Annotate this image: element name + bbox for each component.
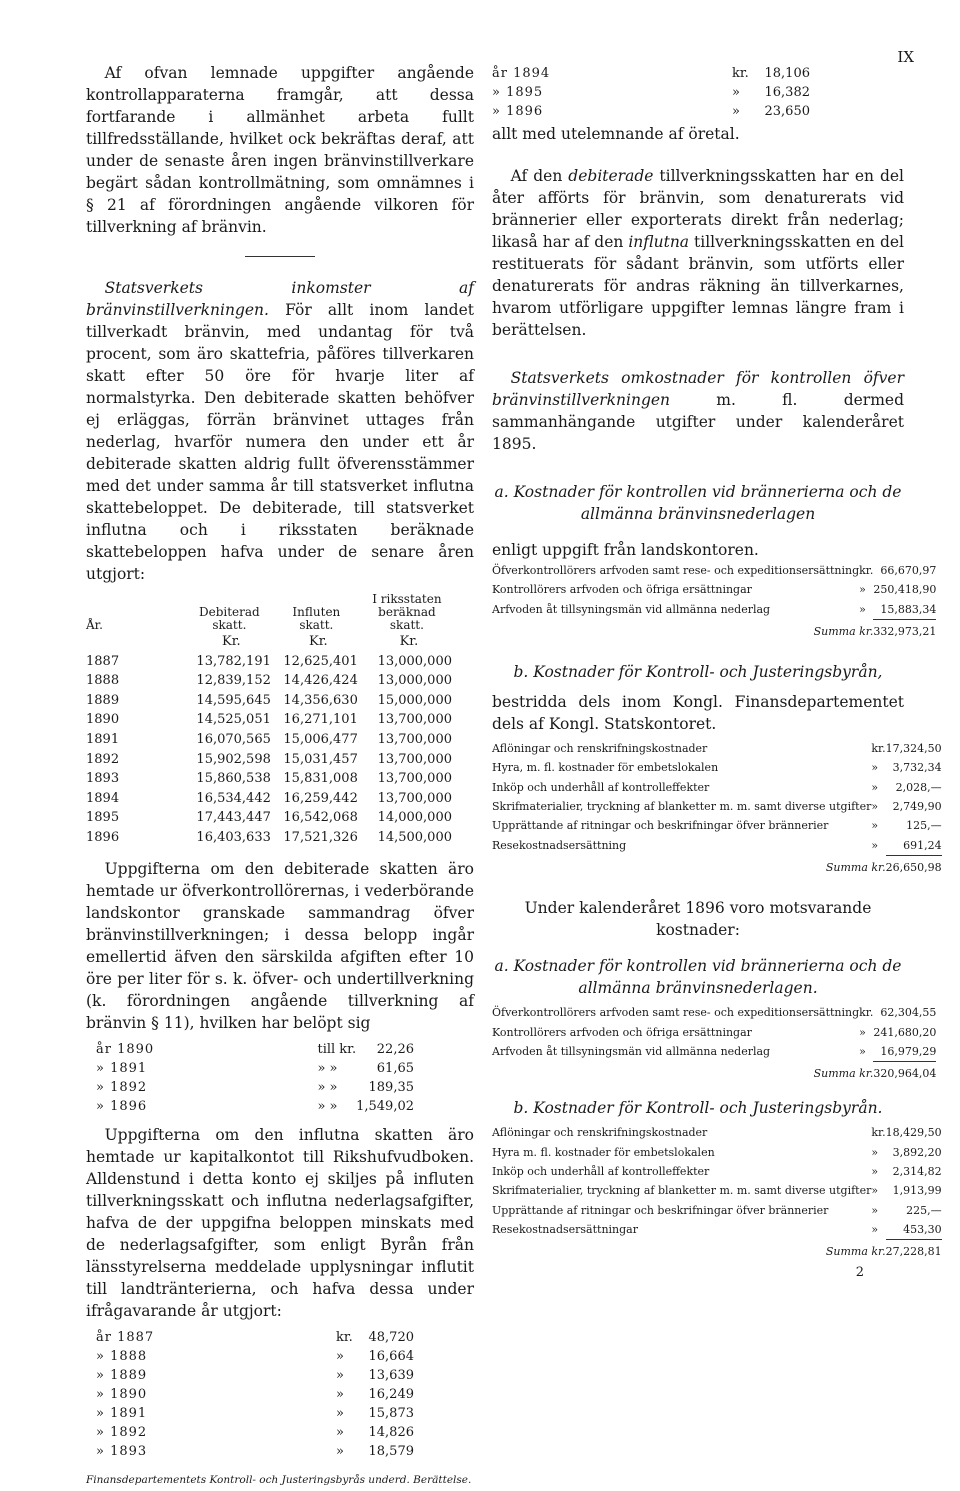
revenue-row bbox=[86, 652, 456, 672]
cost-value: 66,670,97 bbox=[880, 564, 937, 577]
cost-label: Öfverkontrollörers arfvoden samt rese- och expeditionsersättning bbox=[492, 564, 860, 577]
revenue-influten: 16,271,101 bbox=[283, 712, 358, 728]
cost-sum-value: 26,650,98 bbox=[885, 860, 942, 874]
amount-row bbox=[96, 1078, 414, 1097]
cost-value: 16,979,29 bbox=[873, 1042, 936, 1062]
cost-row bbox=[492, 1220, 942, 1240]
cost-currency: » bbox=[871, 1223, 879, 1237]
revenue-riksstaten: 14,500,000 bbox=[377, 829, 452, 845]
cost-value: 125,— bbox=[906, 819, 942, 833]
cost-label: Aflöningar och renskrifningskostnader bbox=[492, 742, 708, 756]
revenue-table-units bbox=[86, 632, 456, 652]
cost-row bbox=[492, 836, 942, 856]
amount-row bbox=[96, 1404, 414, 1423]
cost-currency: kr. bbox=[871, 742, 886, 756]
cost-row bbox=[492, 1123, 942, 1142]
cost-label: Inköp och underhåll af kontrolleffekter bbox=[492, 780, 710, 794]
unit-label: Kr. bbox=[222, 634, 241, 649]
amount-row bbox=[96, 1328, 414, 1347]
revenue-row bbox=[86, 730, 456, 750]
cost-sum-label bbox=[492, 1062, 873, 1084]
cost-currency: » bbox=[871, 761, 879, 775]
paragraph-restitution bbox=[492, 165, 904, 341]
text-fragment: Af den bbox=[510, 167, 569, 185]
amount-value: 15,873 bbox=[368, 1405, 414, 1421]
cost-value: 3,892,20 bbox=[892, 1145, 942, 1159]
revenue-year: 1892 bbox=[86, 751, 120, 767]
paragraph-state-revenue bbox=[86, 277, 474, 585]
cost-label: Öfverkontrollörers arfvoden samt rese- och expeditionsersättning bbox=[492, 1006, 860, 1020]
cost-sum-label bbox=[492, 619, 873, 641]
amount-currency: » bbox=[732, 104, 740, 119]
cost-row bbox=[492, 1162, 942, 1181]
revenue-debiterad: 15,902,598 bbox=[196, 751, 271, 767]
text-emphasis: influtna bbox=[628, 233, 690, 251]
cost-sum-value: 320,964,04 bbox=[873, 1067, 937, 1081]
revenue-debiterad: 17,443,447 bbox=[196, 810, 271, 826]
cost-row bbox=[492, 1003, 936, 1022]
revenue-riksstaten: 15,000,000 bbox=[377, 692, 452, 708]
amount-row bbox=[96, 1423, 414, 1442]
amount-row bbox=[96, 1097, 414, 1116]
cost-label: Arfvoden åt tillsyningsmän vid allmänna nederlag bbox=[492, 602, 771, 616]
cost-row bbox=[492, 580, 936, 599]
amount-value: 23,650 bbox=[764, 104, 810, 119]
revenue-influten: 15,031,457 bbox=[283, 751, 358, 767]
paragraph-collected-source: Uppgifterna om den influtna skatten äro hemtade ur kapitalkontot till Rikshufvudboken. Alldenstund i detta konto ej skiljes på influten tillverkningsskatt och influtna nederlagsafgifter, hafva de der uppgifna beloppen minskats med de nederlagsafgifter, som enligt Byrån från länsstyrelserna meddelade upplysningar influtit till landtränterierna, och hafva dessa under ifrågavarande år utgjort: bbox=[86, 1125, 474, 1320]
paragraph-state-revenue-text: För allt inom landet tillverkadt bränvin, med undantag för två procent, som äro skattefria, påföres tillverkaren skatt efter 50 öre för hvarje liter af normalstyrka. Den debiterade skatten behöfver ej erläggas, förrän bränvinet uttages från nederlag, hvarför numera den under ett år debiterade skatten aldrig fullt öfverensstämmer med det under samma år till statsverket influtna skattebeloppet. De debiterade, till statsverket influtna och i riksstaten beräknade skattebeloppen hafva under de senare åren utgjort: bbox=[86, 301, 474, 583]
cost-label: Resekostnadsersättningar bbox=[492, 1223, 638, 1237]
revenue-year: 1889 bbox=[86, 692, 120, 708]
amount-value: 18,579 bbox=[368, 1443, 414, 1459]
section-divider bbox=[245, 256, 315, 257]
amount-year: » 1891 bbox=[96, 1405, 148, 1421]
cost-label: Inköp och underhåll af kontrolleffekter bbox=[492, 1165, 710, 1179]
cost-value: 2,028,— bbox=[895, 780, 942, 794]
revenue-debiterad: 14,595,645 bbox=[196, 692, 271, 708]
amount-year: » 1893 bbox=[96, 1443, 148, 1459]
cost-row bbox=[492, 816, 942, 835]
cost-value: 225,— bbox=[906, 1203, 942, 1217]
cost-value: 1,913,99 bbox=[892, 1184, 942, 1198]
revenue-debiterad: 13,782,191 bbox=[196, 653, 271, 669]
cost-value: 18,429,50 bbox=[885, 1126, 942, 1140]
section-b-1895-title: b. Kostnader för Kontroll- och Justeringsbyrån, bbox=[513, 663, 883, 682]
amount-year: » 1892 bbox=[96, 1079, 148, 1095]
cost-currency: » bbox=[871, 800, 879, 814]
cost-sum-label bbox=[492, 855, 886, 877]
cost-row bbox=[492, 1143, 942, 1162]
amount-currency: » bbox=[336, 1443, 344, 1459]
warehouse-fee-table-continued bbox=[492, 64, 810, 121]
revenue-influten: 17,521,326 bbox=[283, 829, 358, 845]
paragraph-state-costs bbox=[492, 367, 904, 455]
cost-label: Skrifmaterialier, tryckning af blanketter m. m. samt diverse utgifter bbox=[492, 800, 872, 814]
cost-row bbox=[492, 739, 942, 758]
amount-currency: » bbox=[336, 1386, 344, 1402]
revenue-row bbox=[86, 808, 456, 828]
revenue-year: 1896 bbox=[86, 829, 120, 845]
costs-a-1895-table bbox=[492, 561, 936, 641]
cost-row bbox=[492, 1201, 942, 1220]
footnote-source: Finansdepartementets Kontroll- och Justeringsbyrås underd. Berättelse. bbox=[86, 1473, 472, 1486]
unit-label: Kr. bbox=[399, 634, 419, 649]
right-column bbox=[492, 62, 942, 1284]
heading-1896: Under kalenderåret 1896 voro motsvarande kostnader: bbox=[524, 899, 872, 940]
cost-currency: » bbox=[859, 1025, 866, 1039]
revenue-year: 1893 bbox=[86, 771, 120, 787]
cost-label: Aflöningar och renskrifningskostnader bbox=[492, 1126, 708, 1140]
amount-value: 189,35 bbox=[368, 1079, 414, 1095]
costs-b-1896-table bbox=[492, 1123, 942, 1261]
cost-sum-row bbox=[492, 1240, 942, 1262]
revenue-riksstaten: 13,700,000 bbox=[377, 751, 452, 767]
revenue-riksstaten: 13,700,000 bbox=[377, 790, 452, 806]
revenue-row bbox=[86, 789, 456, 809]
revenue-influten: 12,625,401 bbox=[283, 653, 358, 669]
col-year: År. bbox=[86, 618, 103, 632]
text-emphasis: debiterade bbox=[568, 167, 654, 185]
unit-label: Kr. bbox=[309, 634, 328, 649]
revenue-year: 1891 bbox=[86, 731, 120, 747]
amount-row bbox=[492, 102, 810, 121]
amount-row bbox=[96, 1442, 414, 1461]
amount-row bbox=[96, 1366, 414, 1385]
cost-value: 17,324,50 bbox=[885, 742, 942, 756]
amount-year: år 1887 bbox=[96, 1329, 155, 1345]
left-column bbox=[86, 62, 474, 1491]
revenue-year: 1890 bbox=[86, 712, 120, 728]
amount-year: år 1890 bbox=[96, 1041, 155, 1057]
amount-year: » 1891 bbox=[96, 1060, 148, 1076]
section-a-1896-title: a. Kostnader för kontrollen vid brännerierna och de allmänna bränvinsnederlagen. bbox=[494, 957, 902, 998]
costs-a-1896-table bbox=[492, 1003, 936, 1083]
amount-row bbox=[492, 83, 810, 102]
revenue-debiterad: 15,860,538 bbox=[196, 771, 271, 787]
revenue-row bbox=[86, 710, 456, 730]
cost-value: 62,304,55 bbox=[880, 1006, 937, 1020]
amount-row bbox=[96, 1059, 414, 1078]
cost-currency: kr. bbox=[871, 1126, 886, 1140]
revenue-influten: 16,259,442 bbox=[283, 790, 358, 806]
amount-currency: till kr. bbox=[317, 1041, 357, 1057]
paragraph-control-apparatus: Af ofvan lemnade uppgifter angående kontrollapparaterna framgår, att dessa fortfarande i allmänhet arbeta fullt tillfredsställande, hvilket ock bekräftas deraf, att under de senaste åren ingen bränvinstillverkare begärt sådan kontrollmätning, som omnämnes i § 21 af förordningen angående vilkoren för tillverkning af bränvin. bbox=[86, 64, 474, 236]
revenue-debiterad: 14,525,051 bbox=[196, 712, 271, 728]
section-b-1895-intro: bestridda dels inom Kongl. Finansdepartementet dels af Kongl. Statskontoret. bbox=[492, 693, 904, 734]
cost-currency: » bbox=[871, 819, 879, 833]
cost-row bbox=[492, 797, 942, 816]
revenue-row bbox=[86, 769, 456, 789]
revenue-riksstaten: 13,700,000 bbox=[377, 771, 452, 787]
paragraph-state-costs-text: m. fl. dermed sammanhängande utgifter under kalenderåret 1895. bbox=[492, 391, 904, 453]
paragraph-ore-note: allt med utelemnande af öretal. bbox=[492, 125, 740, 143]
revenue-year: 1894 bbox=[86, 790, 120, 806]
revenue-row bbox=[86, 671, 456, 691]
section-title-revenue: Statsverkets inkomster af bränvinstillverkningen. bbox=[86, 279, 474, 319]
cost-sum-value: 332,973,21 bbox=[873, 624, 937, 638]
section-a-1895-intro: enligt uppgift från landskontoren. bbox=[492, 541, 759, 559]
amount-value: 16,664 bbox=[368, 1348, 414, 1364]
amount-value: 22,26 bbox=[376, 1041, 414, 1057]
revenue-debiterad: 12,839,152 bbox=[196, 673, 271, 689]
amount-row bbox=[492, 64, 810, 83]
cost-currency: » bbox=[871, 1184, 879, 1198]
amount-currency: » bbox=[336, 1405, 344, 1421]
amount-value: 14,826 bbox=[368, 1424, 414, 1440]
amount-year: » 1895 bbox=[492, 85, 544, 100]
amount-currency: » bbox=[336, 1348, 344, 1364]
amount-currency: » bbox=[732, 85, 740, 100]
revenue-influten: 16,542,068 bbox=[283, 810, 358, 826]
amount-currency: » » bbox=[317, 1098, 338, 1114]
revenue-row bbox=[86, 750, 456, 770]
cost-currency: » bbox=[859, 583, 866, 597]
cost-row bbox=[492, 561, 936, 580]
revenue-influten: 14,426,424 bbox=[283, 673, 358, 689]
amount-currency: » bbox=[336, 1367, 344, 1383]
revenue-year: 1895 bbox=[86, 810, 120, 826]
cost-currency: » bbox=[859, 602, 866, 616]
revenue-table bbox=[86, 593, 456, 848]
cost-value: 3,732,34 bbox=[892, 761, 942, 775]
revenue-table-header bbox=[86, 593, 456, 632]
revenue-riksstaten: 13,000,000 bbox=[377, 653, 452, 669]
cost-value: 691,24 bbox=[886, 836, 942, 856]
cost-label: Skrifmaterialier, tryckning af blanketter m. m. samt diverse utgifter bbox=[492, 1184, 872, 1198]
revenue-riksstaten: 14,000,000 bbox=[377, 810, 452, 826]
col-debiterad: Debiterad skatt. bbox=[198, 605, 260, 632]
cost-label: Kontrollörers arfvoden och öfriga ersättningar bbox=[492, 583, 752, 597]
sum-label: Summa kr. bbox=[825, 1244, 886, 1258]
cost-label: Upprättande af ritningar och beskrifningar öfver brännerier bbox=[492, 819, 829, 833]
cost-row bbox=[492, 1042, 936, 1062]
page-number: IX bbox=[897, 48, 914, 66]
amount-value: 1,549,02 bbox=[356, 1098, 414, 1114]
costs-b-1895-table bbox=[492, 739, 942, 877]
cost-row bbox=[492, 1023, 936, 1042]
warehouse-fee-table bbox=[96, 1328, 414, 1461]
cost-value: 241,680,20 bbox=[873, 1025, 937, 1039]
cost-label: Hyra, m. fl. kostnader för embetslokalen bbox=[492, 761, 719, 775]
cost-currency: » bbox=[871, 780, 879, 794]
cost-sum-value: 27,228,81 bbox=[885, 1245, 942, 1259]
cost-label: Kontrollörers arfvoden och öfriga ersättningar bbox=[492, 1025, 752, 1039]
section-a-1895-title: a. Kostnader för kontrollen vid brännerierna och de allmänna bränvinsnederlagen bbox=[494, 483, 902, 523]
cost-value: 453,30 bbox=[886, 1220, 942, 1240]
cost-row bbox=[492, 778, 942, 797]
revenue-influten: 14,356,630 bbox=[283, 692, 358, 708]
amount-year: » 1889 bbox=[96, 1367, 148, 1383]
amount-value: 16,382 bbox=[764, 85, 810, 100]
cost-currency: » bbox=[871, 1165, 879, 1179]
revenue-riksstaten: 13,000,000 bbox=[377, 673, 452, 689]
revenue-year: 1888 bbox=[86, 673, 120, 689]
amount-row bbox=[96, 1040, 414, 1059]
cost-currency: » bbox=[871, 838, 879, 852]
cost-sum-row bbox=[492, 855, 942, 877]
cost-sum-label bbox=[492, 1240, 886, 1262]
amount-currency: » » bbox=[317, 1060, 338, 1076]
cost-row bbox=[492, 758, 942, 777]
cost-value: 2,314,82 bbox=[892, 1165, 942, 1179]
revenue-row bbox=[86, 691, 456, 711]
sum-label: Summa kr. bbox=[825, 860, 886, 874]
bottom-page-number: 2 bbox=[855, 1264, 864, 1280]
cost-currency: » bbox=[859, 1045, 866, 1059]
cost-value: 250,418,90 bbox=[873, 583, 937, 597]
amount-row bbox=[96, 1347, 414, 1366]
revenue-debiterad: 16,070,565 bbox=[196, 731, 271, 747]
cost-label: Upprättande af ritningar och beskrifningar öfver brännerier bbox=[492, 1203, 829, 1217]
sum-label: Summa kr. bbox=[813, 624, 874, 638]
cost-currency: kr. bbox=[859, 1006, 874, 1020]
amount-year: » 1888 bbox=[96, 1348, 148, 1364]
cost-value: 15,883,34 bbox=[873, 600, 936, 620]
amount-currency: » » bbox=[317, 1079, 338, 1095]
revenue-debiterad: 16,534,442 bbox=[196, 790, 271, 806]
revenue-table-body bbox=[86, 652, 456, 848]
cost-currency: » bbox=[871, 1203, 879, 1217]
cost-row bbox=[492, 1181, 942, 1200]
cost-label: Arfvoden åt tillsyningsmän vid allmänna nederlag bbox=[492, 1045, 771, 1059]
cost-sum-row bbox=[492, 1062, 936, 1084]
paragraph-debited-source: Uppgifterna om den debiterade skatten äro hemtade ur öfverkontrollörernas, i vederbörande landskontor granskade sammandrag öfver bränvinstillverkningen; i dessa belopp ingår emellertid äfven den särskilda afgiften efter 10 öre per liter för s. k. öfver- och undertillverkning (k. förordningen angående tillverkning af bränvin § 11), hvilken har belöpt sig bbox=[86, 859, 474, 1032]
amount-currency: kr. bbox=[336, 1329, 353, 1345]
revenue-debiterad: 16,403,633 bbox=[196, 829, 271, 845]
amount-value: 13,639 bbox=[368, 1367, 414, 1383]
revenue-influten: 15,831,008 bbox=[283, 771, 358, 787]
text-fragment: tillverkningsskatten en del restituerats för sådant bränvin, som utförts eller denaturerats för andras räkning än tillverkarnes, hvarom utförligare uppgifter lemnas längre fram i berättelsen. bbox=[492, 233, 905, 339]
amount-row bbox=[96, 1385, 414, 1404]
col-influten: Influten skatt. bbox=[292, 605, 341, 632]
cost-sum-row bbox=[492, 619, 936, 641]
amount-currency: kr. bbox=[732, 66, 749, 81]
amount-year: » 1896 bbox=[492, 104, 544, 119]
cost-value: 2,749,90 bbox=[892, 800, 942, 814]
cost-label: Hyra m. fl. kostnader för embetslokalen bbox=[492, 1145, 715, 1159]
revenue-riksstaten: 13,700,000 bbox=[377, 731, 452, 747]
revenue-influten: 15,006,477 bbox=[283, 731, 358, 747]
revenue-riksstaten: 13,700,000 bbox=[377, 712, 452, 728]
amount-year: » 1896 bbox=[96, 1098, 148, 1114]
amount-value: 16,249 bbox=[368, 1386, 414, 1402]
amount-year: år 1894 bbox=[492, 66, 551, 81]
cost-row bbox=[492, 600, 936, 620]
amount-value: 61,65 bbox=[376, 1060, 414, 1076]
col-riksstaten: I riksstaten beräknad skatt. bbox=[372, 592, 442, 632]
section-title-costs: Statsverkets omkostnader för kontrollen öfver bränvinstillverkningen bbox=[492, 369, 904, 409]
amount-value: 48,720 bbox=[368, 1329, 414, 1345]
section-b-1896-title: b. Kostnader för Kontroll- och Justeringsbyrån. bbox=[513, 1099, 883, 1118]
amount-year: » 1892 bbox=[96, 1424, 148, 1440]
overproduction-fee-table bbox=[96, 1040, 414, 1116]
sum-label: Summa kr. bbox=[813, 1066, 874, 1080]
text-fragment: tillverkningsskatten har en del åter afförts för bränvin, som denaturerats vid brännerier eller exporterats direkt från nederlag; likaså har af den bbox=[492, 167, 905, 251]
cost-currency: kr. bbox=[859, 564, 874, 577]
amount-value: 18,106 bbox=[764, 66, 810, 81]
cost-label: Resekostnadsersättning bbox=[492, 838, 627, 852]
amount-currency: » bbox=[336, 1424, 344, 1440]
amount-year: » 1890 bbox=[96, 1386, 148, 1402]
revenue-row bbox=[86, 828, 456, 848]
cost-currency: » bbox=[871, 1145, 879, 1159]
revenue-year: 1887 bbox=[86, 653, 120, 669]
